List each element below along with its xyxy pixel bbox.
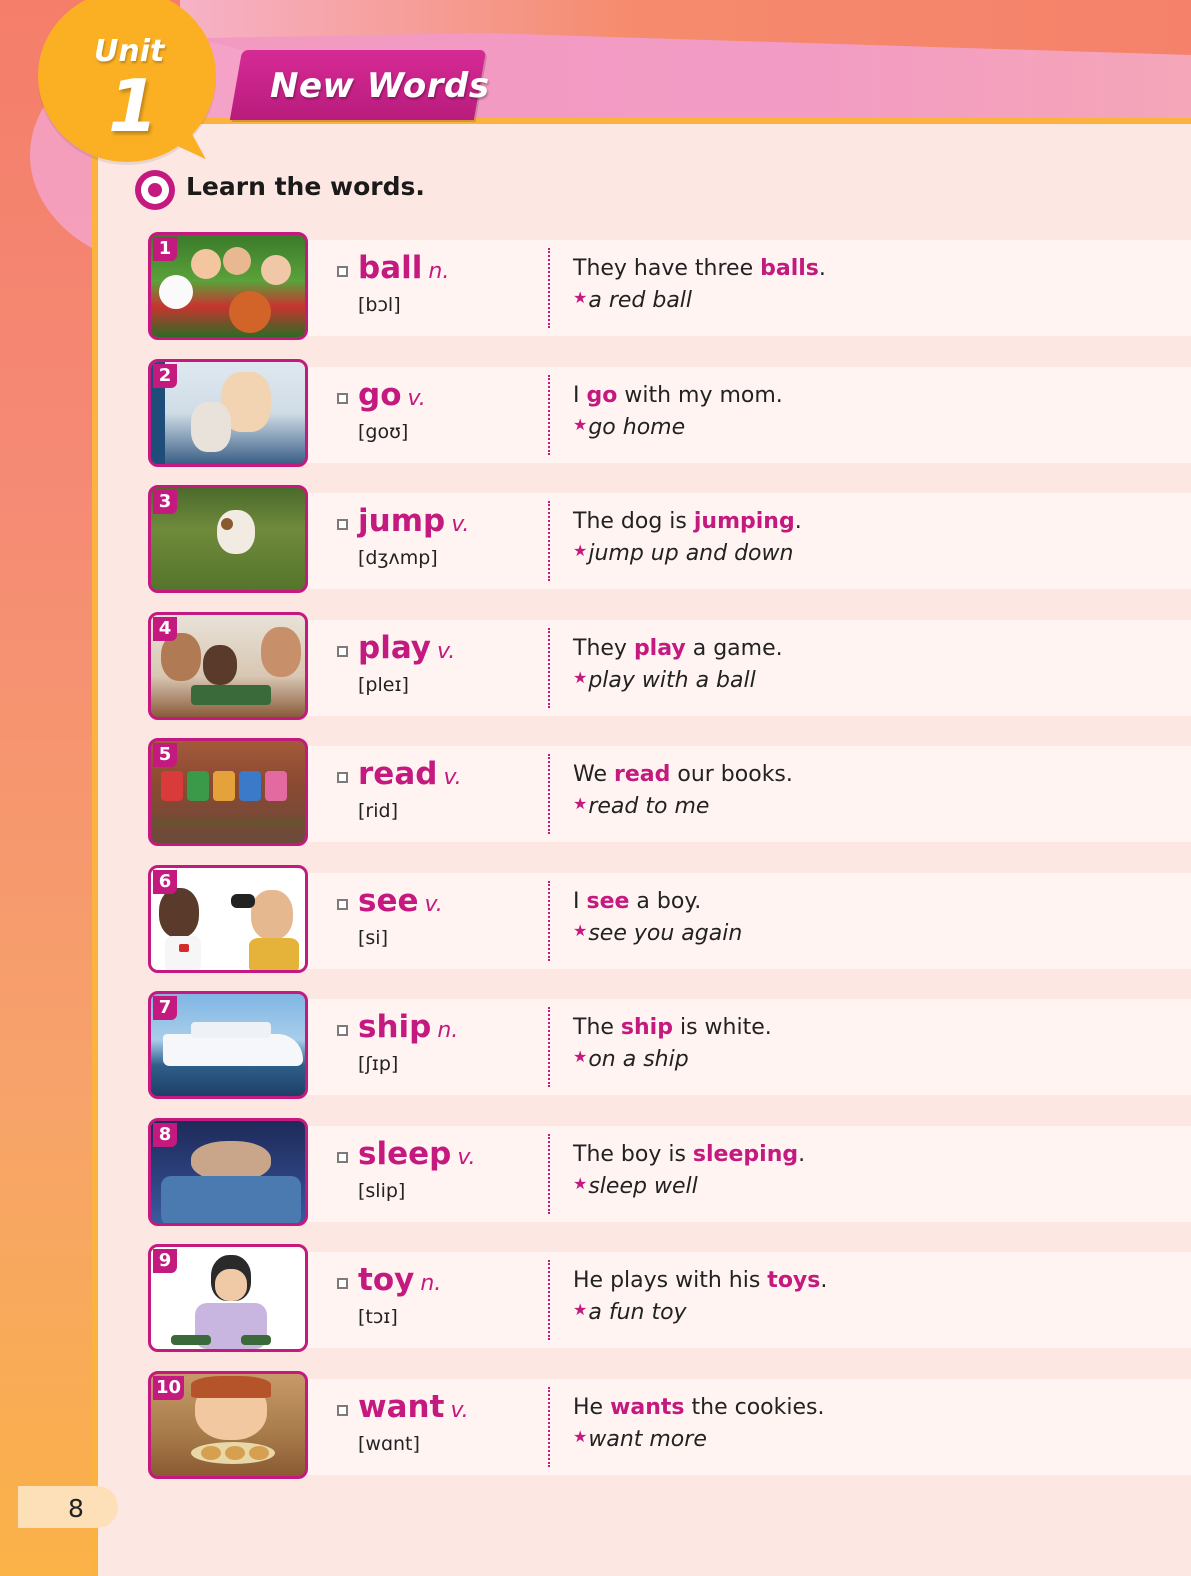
star-icon: ★ [573,1047,588,1066]
example-sentence [573,256,826,281]
cruise-ship-photo [148,991,308,1099]
word-checkbox[interactable] [337,1278,348,1289]
sleeping-boy-photo [148,1118,308,1226]
sentence-text: The dog is [573,509,694,534]
part-of-speech: v. [443,765,462,790]
phrase-text: want more [588,1427,707,1452]
phrase-text: sleep well [588,1174,698,1199]
photo-detail [163,1034,303,1066]
highlighted-word: play [633,636,686,661]
sentence-text: The [573,1015,621,1040]
highlighted-word: wants [610,1395,685,1420]
dotted-divider [548,754,550,834]
example-sentence [573,383,783,408]
star-icon: ★ [573,794,588,813]
pronunciation: [si] [358,927,389,949]
word-checkbox[interactable] [337,1025,348,1036]
page-title: New Words [270,66,490,106]
target-icon [135,170,175,210]
dotted-divider [548,375,550,455]
phrase-text: see you again [588,921,743,946]
word-number-badge: 8 [153,1123,177,1147]
photo-detail [251,890,293,940]
pronunciation: [ʃɪp] [358,1053,399,1075]
sentence-text: is white. [672,1015,772,1040]
sentence-text: We [573,762,614,787]
word-number-badge: 1 [153,237,177,261]
word-checkbox[interactable] [337,646,348,657]
part-of-speech: v. [457,1145,476,1170]
pronunciation: [slip] [358,1180,406,1202]
photo-detail [179,944,189,952]
vocab-word [358,1389,469,1425]
dotted-divider [548,248,550,328]
vocab-word [358,250,449,286]
phrase-text: play with a ball [588,668,756,693]
highlighted-word: sleeping [692,1142,799,1167]
photo-detail [161,771,183,801]
photo-detail [265,771,287,801]
dotted-divider [548,881,550,961]
word-row [148,359,1191,471]
phrase-text: a red ball [588,288,693,313]
example-phrase [573,921,742,946]
sentence-text: . [798,1142,806,1167]
photo-detail [187,771,209,801]
unit-number: 1 [108,64,159,148]
sentence-text: They [573,636,634,661]
sentence-text: . [820,1268,828,1293]
photo-detail [215,1269,247,1301]
vocab-word-text: want [358,1389,445,1425]
sentence-text: the cookies. [684,1395,825,1420]
sentence-text: . [818,256,826,281]
vocab-word-text: see [358,883,419,919]
row-background [298,367,1191,463]
pronunciation: [bɔl] [358,294,401,316]
star-icon: ★ [573,541,588,560]
sentence-text: with my mom. [617,383,783,408]
example-sentence [573,1395,824,1420]
photo-detail [261,627,301,677]
photo-detail [223,247,251,275]
photo-detail [151,817,308,827]
vocab-word [358,630,455,666]
photo-detail [159,888,199,938]
sentence-text: a game. [685,636,783,661]
mother-and-child-on-bus-photo [148,359,308,467]
word-row [148,1244,1191,1356]
example-phrase [573,288,692,313]
vocab-word [358,883,443,919]
page-number: 8 [68,1494,84,1523]
boy-with-toy-dinosaurs-photo [148,1244,308,1352]
part-of-speech: v. [451,512,470,537]
example-sentence [573,636,783,661]
star-icon: ★ [573,415,588,434]
pronunciation: [tɔɪ] [358,1306,398,1328]
word-checkbox[interactable] [337,266,348,277]
star-icon: ★ [573,1300,588,1319]
highlighted-word: ship [620,1015,673,1040]
highlighted-word: go [586,383,618,408]
word-checkbox[interactable] [337,519,348,530]
vocab-word-text: play [358,630,431,666]
photo-detail [221,518,233,530]
pronunciation: [goʊ] [358,421,409,443]
children-with-balls-photo [148,232,308,340]
photo-detail [229,291,271,333]
word-row [148,485,1191,597]
photo-detail [201,1446,221,1460]
photo-detail [203,645,237,685]
photo-detail [159,275,193,309]
sentence-text: our books. [670,762,793,787]
part-of-speech: v. [424,892,443,917]
word-row [148,1118,1191,1230]
photo-detail [225,1446,245,1460]
vocab-word [358,1136,476,1172]
sentence-text: I [573,383,587,408]
vocab-word [358,377,426,413]
dotted-divider [548,1134,550,1214]
photo-detail [231,894,255,908]
phrase-text: read to me [588,794,710,819]
word-checkbox[interactable] [337,772,348,783]
vocab-word-text: go [358,377,402,413]
pronunciation: [pleɪ] [358,674,409,696]
sentence-text: a boy. [629,889,702,914]
vocab-word-text: ball [358,250,423,286]
word-row [148,232,1191,344]
word-checkbox[interactable] [337,899,348,910]
star-icon: ★ [573,288,588,307]
vocab-word [358,756,462,792]
phrase-text: a fun toy [588,1300,687,1325]
part-of-speech: v. [450,1398,469,1423]
photo-detail [191,249,221,279]
pronunciation: [wɑnt] [358,1433,420,1455]
pronunciation: [rid] [358,800,398,822]
dotted-divider [548,1387,550,1467]
example-sentence [573,1268,827,1293]
word-row [148,1371,1191,1483]
photo-detail [213,771,235,801]
highlighted-word: jumping [693,509,795,534]
pronunciation: [dʒʌmp] [358,547,438,569]
family-playing-game-photo [148,612,308,720]
instruction-text: Learn the words. [186,172,425,201]
photo-detail [249,1446,269,1460]
jumping-dog-photo [148,485,308,593]
dotted-divider [548,1007,550,1087]
word-row [148,991,1191,1103]
sentence-text: They have three [573,256,761,281]
word-number-badge: 6 [153,870,177,894]
photo-detail [249,938,299,973]
photo-detail [191,402,231,452]
vocab-word-text: sleep [358,1136,452,1172]
star-icon: ★ [573,921,588,940]
word-number-badge: 5 [153,743,177,767]
example-phrase [573,541,793,566]
vocab-word-text: ship [358,1009,432,1045]
photo-detail [261,255,291,285]
sentence-text: . [794,509,802,534]
example-phrase [573,668,756,693]
highlighted-word: read [614,762,671,787]
word-number-badge: 2 [153,364,177,388]
star-icon: ★ [573,668,588,687]
dotted-divider [548,628,550,708]
word-number-badge: 4 [153,617,177,641]
phrase-text: go home [588,415,686,440]
highlighted-word: toys [767,1268,821,1293]
photo-detail [191,1022,271,1038]
highlighted-word: balls [760,256,819,281]
photo-detail [165,936,201,972]
photo-detail [161,1176,301,1226]
dotted-divider [548,501,550,581]
boy-looking-at-cookies-photo [148,1371,308,1479]
photo-detail [239,771,261,801]
unit-label: Unit [94,34,165,69]
example-phrase [573,1047,689,1072]
vocab-word [358,1009,458,1045]
example-sentence [573,509,802,534]
word-number-badge: 3 [153,490,177,514]
example-phrase [573,1300,687,1325]
part-of-speech: v. [437,639,456,664]
word-row [148,865,1191,977]
sentence-text: He [573,1395,611,1420]
part-of-speech: n. [420,1271,442,1296]
vocab-word [358,503,469,539]
sentence-text: The boy is [573,1142,693,1167]
example-sentence [573,889,701,914]
word-number-badge: 10 [153,1376,184,1400]
photo-detail [217,510,255,554]
photo-detail [191,1141,271,1181]
example-sentence [573,1015,772,1040]
boy-with-binoculars-photo [148,865,308,973]
part-of-speech: v. [407,386,426,411]
example-sentence [573,762,793,787]
word-number-badge: 9 [153,1249,177,1273]
phrase-text: jump up and down [588,541,794,566]
sentence-text: I [573,889,587,914]
word-checkbox[interactable] [337,1152,348,1163]
star-icon: ★ [573,1174,588,1193]
photo-detail [191,685,271,705]
dotted-divider [548,1260,550,1340]
example-phrase [573,415,685,440]
example-phrase [573,794,709,819]
example-sentence [573,1142,805,1167]
word-row [148,738,1191,850]
photo-detail [191,1376,271,1398]
part-of-speech: n. [428,259,450,284]
example-phrase [573,1427,707,1452]
sentence-text: He plays with his [573,1268,768,1293]
vocab-word [358,1262,441,1298]
phrase-text: on a ship [588,1047,689,1072]
vocab-word-text: jump [358,503,446,539]
word-number-badge: 7 [153,996,177,1020]
word-checkbox[interactable] [337,1405,348,1416]
part-of-speech: n. [437,1018,459,1043]
children-reading-on-bench-photo [148,738,308,846]
highlighted-word: see [586,889,630,914]
word-row [148,612,1191,724]
vocab-word-text: read [358,756,438,792]
photo-detail [241,1335,271,1345]
star-icon: ★ [573,1427,588,1446]
photo-detail [171,1335,211,1345]
word-checkbox[interactable] [337,393,348,404]
example-phrase [573,1174,698,1199]
vocab-word-text: toy [358,1262,415,1298]
